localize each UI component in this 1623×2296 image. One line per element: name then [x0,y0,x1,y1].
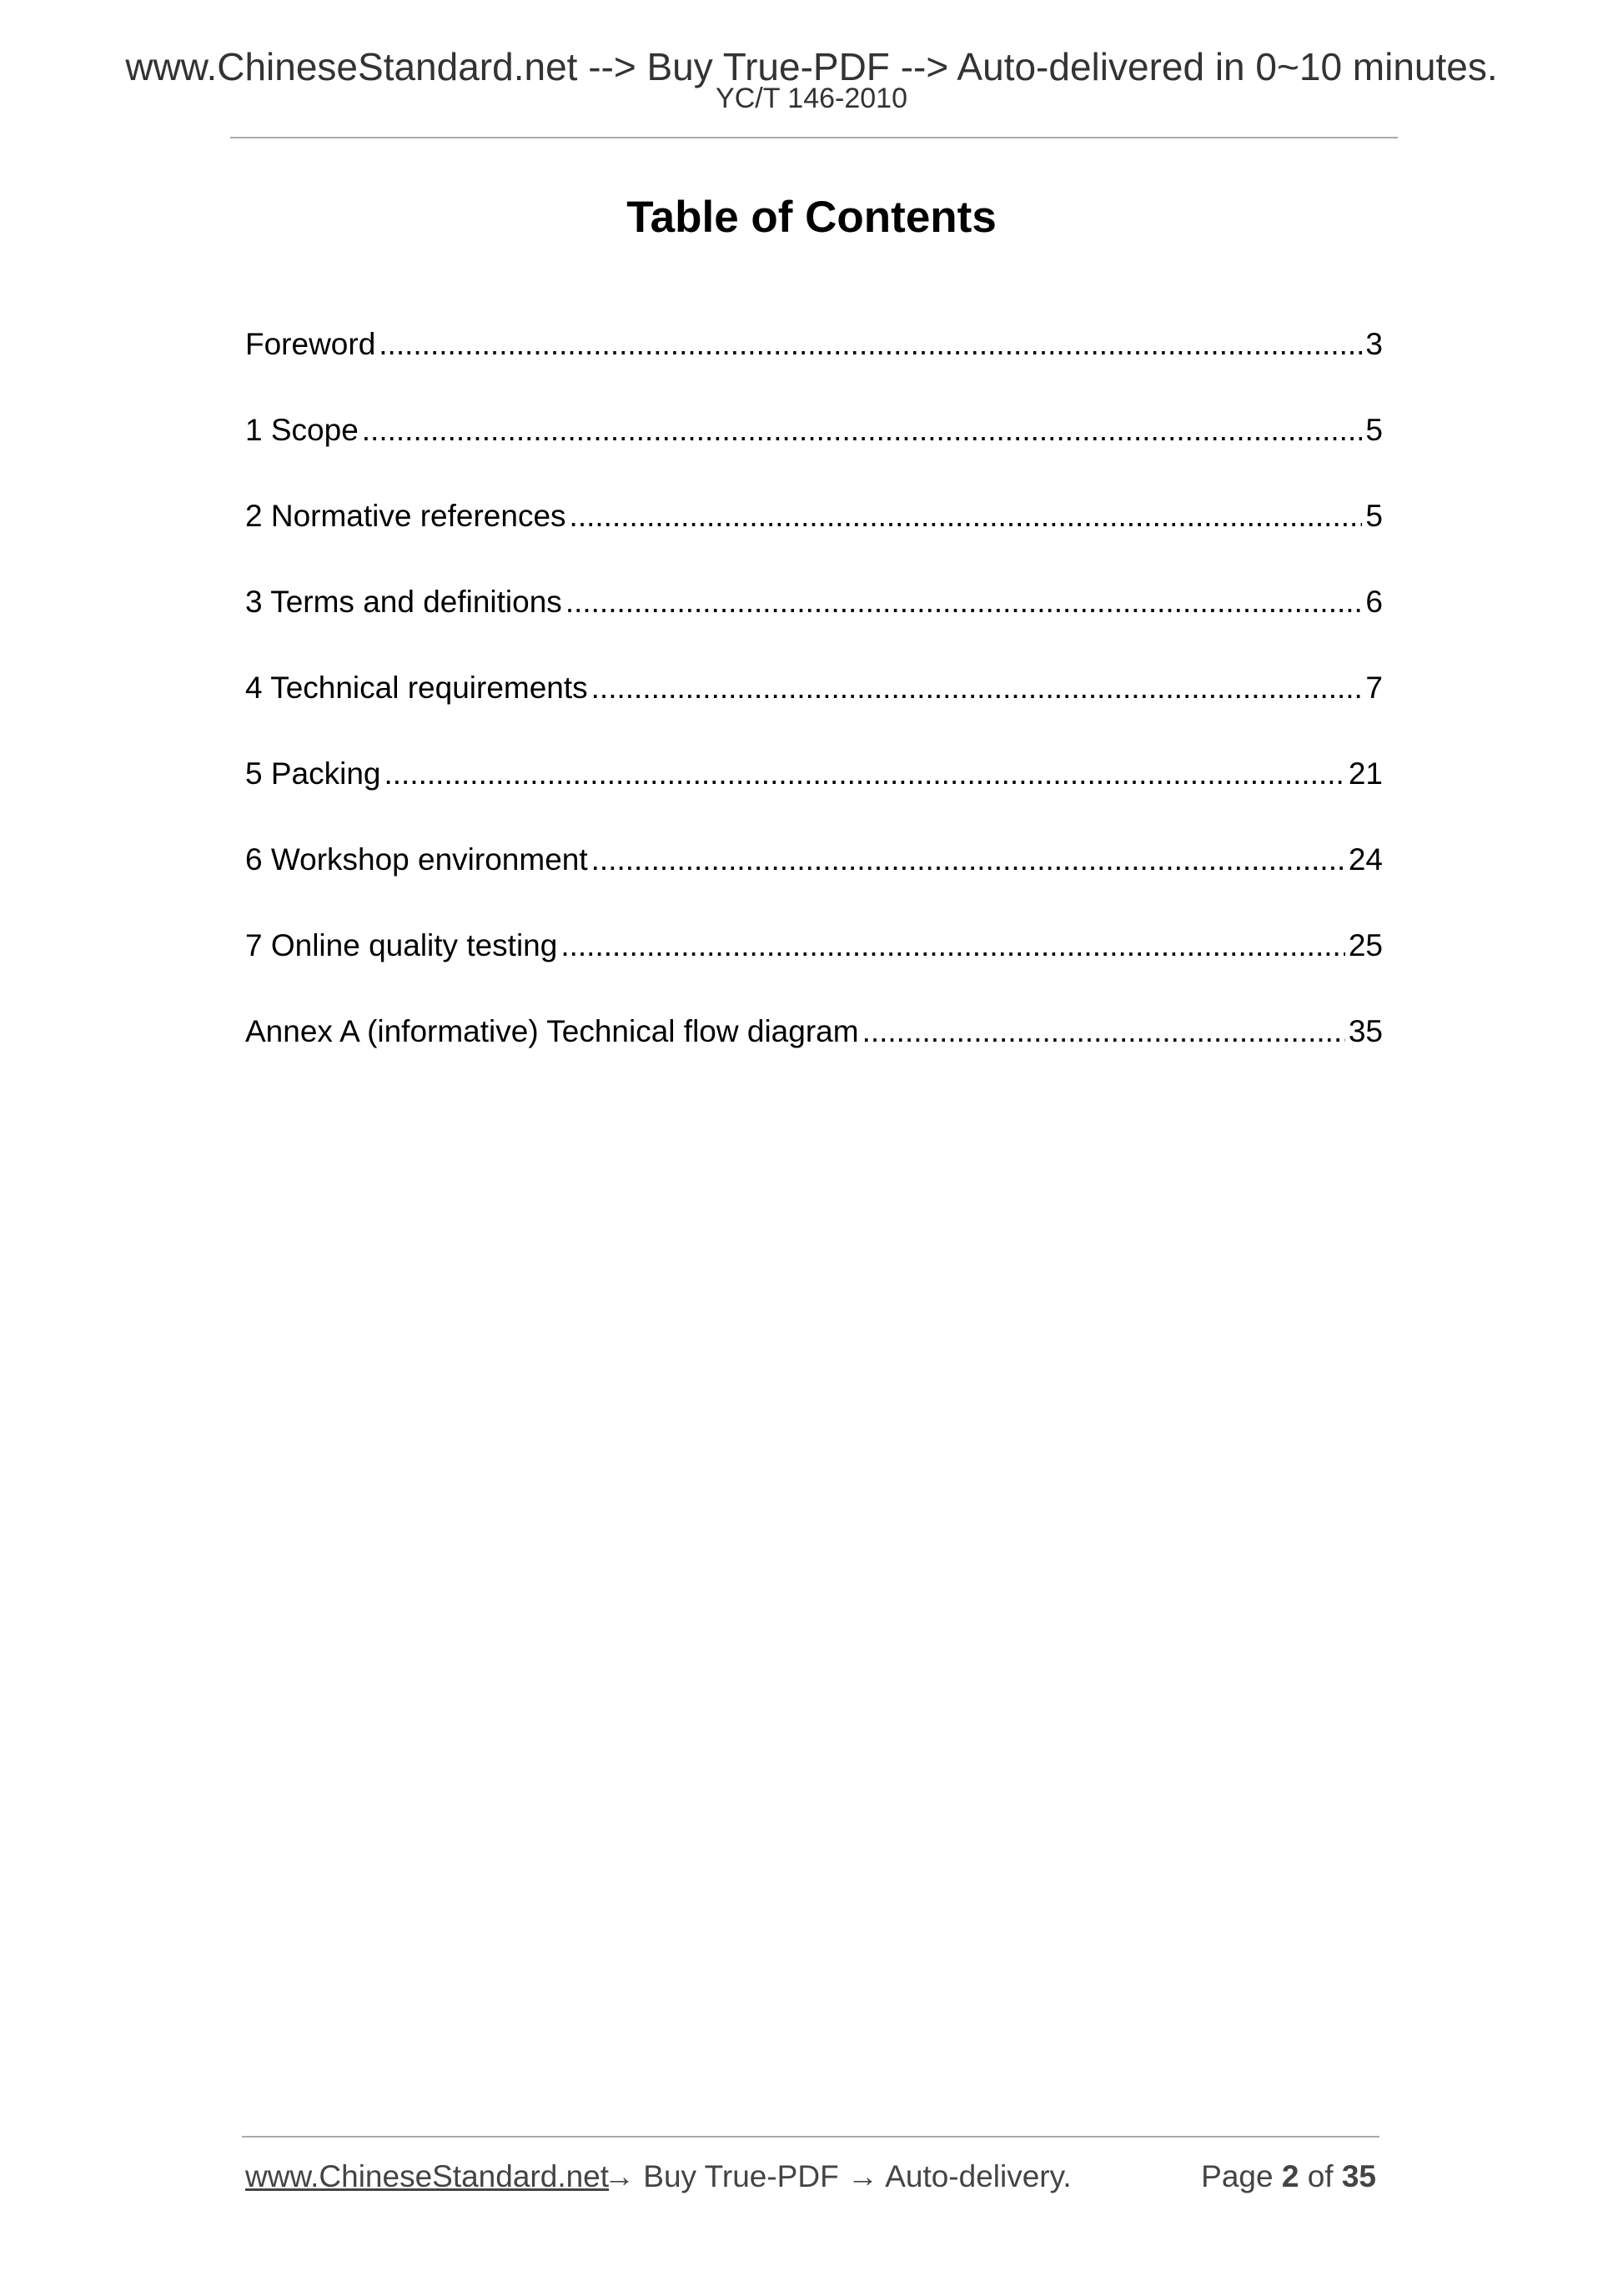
toc-entry-workshop-environment[interactable] [245,837,1383,922]
toc-entry-foreword[interactable] [245,321,1383,407]
toc-entry-label: 6 Workshop environment [245,842,588,877]
watermark-banner: www.ChineseStandard.net --> Buy True-PDF --> Auto-delivered in 0~10 minutes. [125,45,1498,88]
toc-entry-page: 25 [1348,928,1383,962]
of-word: of [1307,2159,1334,2193]
toc-entry-packing[interactable] [245,751,1383,837]
toc-entry-page: 21 [1348,756,1383,791]
toc-entry-label: 7 Online quality testing [245,928,558,962]
toc-leader-dots [384,751,1345,797]
toc-entry-annex-a[interactable] [245,1008,1383,1094]
toc-leader-dots [591,665,1363,711]
toc-leader-dots [862,1008,1345,1055]
toc-list [245,321,1383,1094]
page-footer [245,2156,1376,2198]
page-current: 2 [1281,2159,1299,2193]
toc-entry-online-quality-testing[interactable] [245,922,1383,1008]
toc-entry-terms-and-definitions[interactable] [245,579,1383,665]
toc-leader-dots [362,407,1363,454]
footer-site-link[interactable]: www.ChineseStandard.net [245,2159,610,2193]
toc-entry-scope[interactable] [245,407,1383,493]
toc-entry-page: 24 [1348,842,1383,877]
toc-entry-label: 1 Scope [245,413,359,447]
footer-tagline: → Buy True-PDF → Auto-delivery. [604,2159,1072,2193]
toc-leader-dots [560,922,1345,969]
page-title: Table of Contents [626,193,997,242]
toc-leader-dots [591,837,1345,883]
toc-entry-page: 6 [1365,585,1383,619]
toc-entry-label: Annex A (informative) Technical flow diagram [245,1014,859,1048]
toc-entry-label: 3 Terms and definitions [245,585,562,619]
document-code: YC/T 146-2010 [716,83,907,114]
page-word: Page [1201,2159,1274,2193]
page-total: 35 [1341,2159,1376,2193]
toc-entry-label: Foreword [245,327,376,361]
toc-leader-dots [565,579,1363,625]
page-number [1201,2156,1376,2198]
footer-divider [242,2136,1379,2138]
toc-entry-label: 2 Normative references [245,499,566,533]
toc-entry-normative-references[interactable] [245,493,1383,579]
toc-entry-label: 5 Packing [245,756,381,791]
toc-entry-page: 3 [1365,327,1383,361]
header-divider [230,137,1398,138]
toc-entry-label: 4 Technical requirements [245,671,588,705]
toc-entry-page: 35 [1348,1014,1383,1048]
toc-leader-dots [379,321,1362,368]
toc-entry-technical-requirements[interactable] [245,665,1383,751]
toc-leader-dots [570,493,1363,540]
toc-entry-page: 7 [1365,671,1383,705]
toc-entry-page: 5 [1365,499,1383,533]
toc-entry-page: 5 [1365,413,1383,447]
